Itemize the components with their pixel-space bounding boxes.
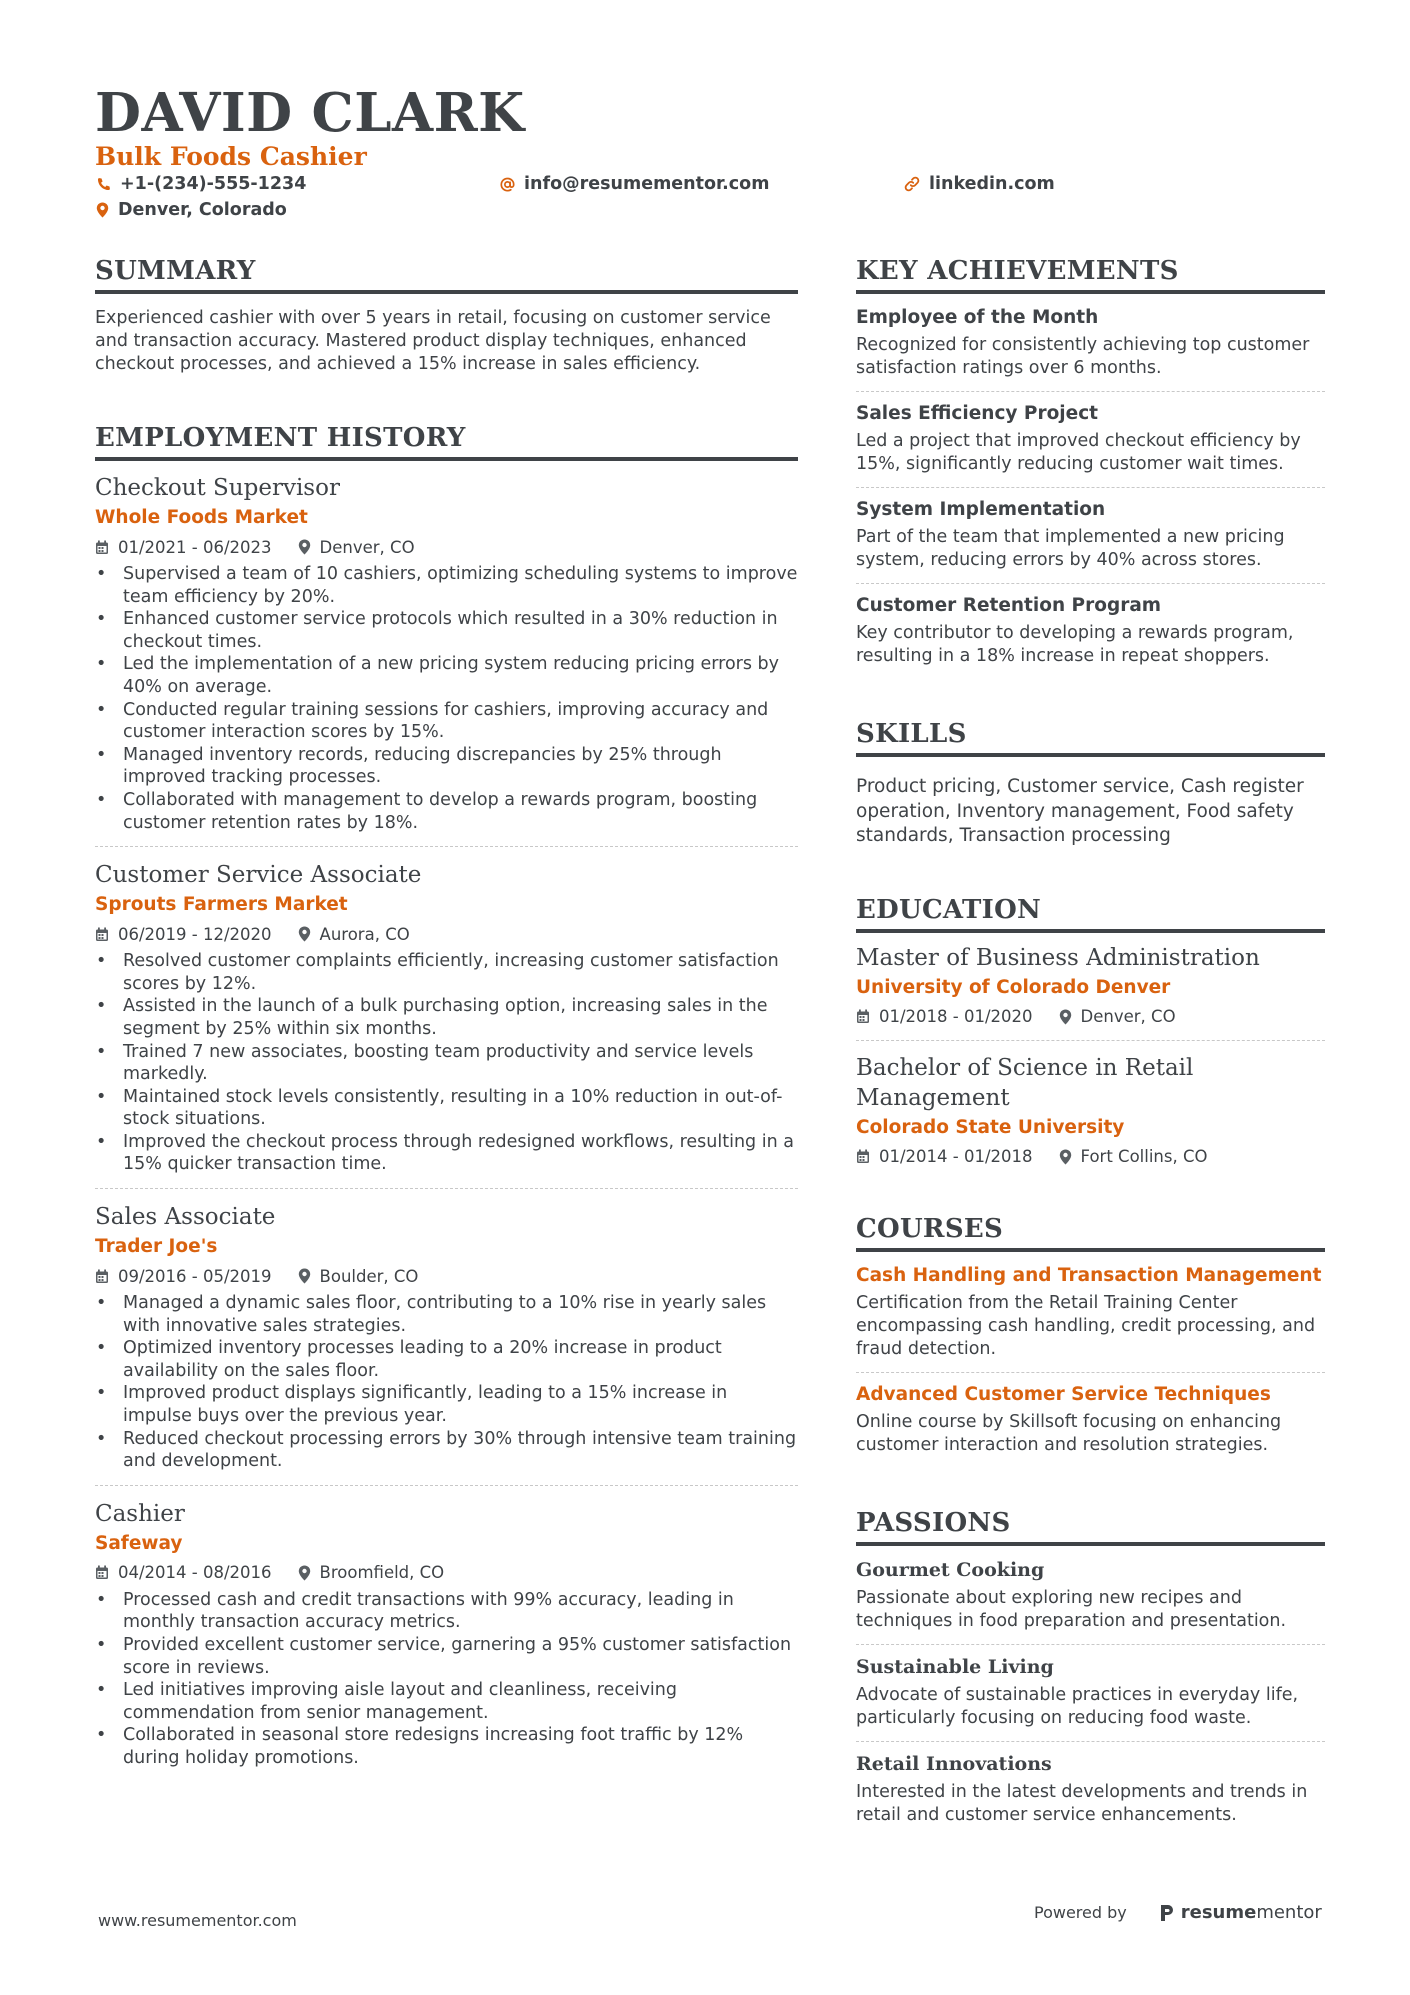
job-company: Whole Foods Market (95, 507, 308, 528)
date-range (95, 925, 272, 944)
job-bullet: • Resolved customer complaints efficiently, increasing customer satisfaction scores by 12%. (95, 950, 798, 995)
job-role: Checkout Supervisor (95, 475, 340, 501)
achievements-section (856, 256, 1325, 679)
footer-website[interactable]: www.resumementor.com (98, 1911, 297, 1930)
degree-title: Bachelor of Science in Retail Management (856, 1054, 1194, 1111)
right-column (856, 256, 1325, 1838)
job-bullet: • Collaborated in seasonal store redesigns increasing foot traffic by 12% during holiday promotions. (95, 1724, 798, 1769)
location-pin-icon (298, 926, 311, 942)
school-name: Colorado State University (856, 1116, 1125, 1138)
date-location-row (856, 1146, 1325, 1168)
date-text: 01/2021 - 06/2023 (118, 537, 272, 557)
date-text: 06/2019 - 12/2020 (118, 924, 272, 944)
passion-text: Interested in the latest developments and trends in retail and customer service enhancements. (856, 1781, 1308, 1825)
achievement-list (856, 296, 1325, 679)
location (298, 925, 410, 944)
course-title: Cash Handling and Transaction Management (856, 1264, 1322, 1286)
location-pin-icon (298, 1565, 311, 1581)
job-entry (95, 1188, 798, 1473)
location-text: Denver, CO (1080, 1007, 1176, 1026)
achievement-text: Recognized for consistently achieving top customer satisfaction ratings over 6 months. (856, 335, 1310, 378)
employment-heading: EMPLOYMENT HISTORY (95, 423, 798, 461)
location-text: Broomfield, CO (319, 1563, 445, 1583)
employment-section (95, 423, 798, 1770)
date-location-row (95, 1562, 798, 1584)
location-text: Fort Collins, CO (1080, 1147, 1208, 1166)
job-bullet: • Supervised a team of 10 cashiers, optimizing scheduling systems to improve team efficiency by 20%. (95, 563, 798, 608)
course-item (856, 1254, 1325, 1372)
date-text: 01/2018 - 01/2020 (879, 1007, 1033, 1026)
passions-heading: PASSIONS (856, 1508, 1325, 1546)
calendar-icon (95, 1269, 109, 1284)
location-pin-icon (298, 539, 311, 555)
email-address: info@resumementor.com (524, 174, 770, 194)
education-list (856, 933, 1325, 1168)
date-text: 01/2014 - 01/2018 (879, 1147, 1033, 1166)
achievement-title: System Implementation (856, 499, 1106, 520)
achievement-title: Sales Efficiency Project (856, 403, 1098, 424)
location (298, 1563, 445, 1582)
footer-branding (1034, 1902, 1322, 1923)
date-location-row (95, 536, 798, 558)
passions-section (856, 1508, 1325, 1838)
calendar-icon (95, 540, 109, 555)
location-pin-icon (1059, 1009, 1072, 1025)
job-bullets (95, 1292, 798, 1473)
job-role: Customer Service Associate (95, 862, 422, 889)
date-location-row (95, 923, 798, 945)
degree-title: Master of Business Administration (856, 944, 1260, 971)
skills-heading: SKILLS (856, 719, 1325, 757)
calendar-icon (95, 927, 109, 942)
job-entry (95, 461, 798, 834)
job-bullet: • Optimized inventory processes leading to a 20% increase in product availability on the sales floor. (95, 1337, 798, 1382)
location (1059, 1147, 1208, 1166)
course-text: Online course by Skillsoft focusing on enhancing customer interaction and resolution strategies. (856, 1411, 1282, 1455)
brand-logo[interactable] (1159, 1902, 1322, 1923)
brand-name-light: mentor (1256, 1902, 1322, 1923)
job-bullet: • Improved the checkout process through redesigned workflows, resulting in a 15% quicker transaction time. (95, 1131, 798, 1176)
passion-list (856, 1548, 1325, 1838)
location-text: Denver, Colorado (118, 200, 287, 220)
passion-item (856, 1548, 1325, 1644)
achievement-title: Employee of the Month (856, 307, 1099, 328)
location (298, 538, 415, 557)
email-contact[interactable] (500, 174, 769, 194)
phone-contact[interactable] (96, 174, 306, 194)
education-section (856, 895, 1325, 1168)
achievement-item (856, 391, 1325, 487)
job-bullet: • Collaborated with management to develop a rewards program, boosting customer retention rates by 18%. (95, 789, 798, 834)
calendar-icon (856, 1149, 870, 1164)
job-bullet: • Improved product displays significantly, leading to a 15% increase in impulse buys over the previous year. (95, 1382, 798, 1427)
education-heading: EDUCATION (856, 895, 1325, 933)
job-company: Safeway (95, 1532, 183, 1554)
calendar-icon (856, 1009, 870, 1024)
date-range (95, 1267, 272, 1286)
phone-number: +1-(234)-555-1234 (120, 174, 307, 194)
job-bullet: • Led initiatives improving aisle layout and cleanliness, receiving commendation from senior management. (95, 1679, 798, 1724)
job-bullet: • Maintained stock levels consistently, resulting in a 10% reduction in out-of-stock situations. (95, 1086, 798, 1131)
course-item (856, 1372, 1325, 1468)
achievement-item (856, 296, 1325, 391)
achievement-title: Customer Retention Program (856, 595, 1162, 616)
passion-item (856, 1644, 1325, 1741)
passion-text: Advocate of sustainable practices in everyday life, particularly focusing on reducing food waste. (856, 1684, 1299, 1728)
location (1059, 1007, 1176, 1026)
summary-text: Experienced cashier with over 5 years in retail, focusing on customer service and transaction accuracy. Mastered product display techniques, enhanced checkout processes, and achieved a 15% increase in sales efficiency. (95, 308, 771, 374)
summary-section (95, 256, 798, 376)
achievements-heading: KEY ACHIEVEMENTS (856, 256, 1325, 294)
job-role: Cashier (95, 1500, 185, 1527)
job-bullet: • Conducted regular training sessions for cashiers, improving accuracy and customer interaction scores by 15%. (95, 699, 798, 744)
link-icon (904, 176, 920, 192)
calendar-icon (95, 1565, 109, 1580)
summary-heading: SUMMARY (95, 256, 798, 294)
job-bullet: • Enhanced customer service protocols which resulted in a 30% reduction in checkout times. (95, 608, 798, 653)
location-text: Aurora, CO (319, 924, 410, 944)
passion-text: Passionate about exploring new recipes and techniques in food preparation and presentation. (856, 1587, 1287, 1631)
school-name: University of Colorado Denver (856, 976, 1171, 998)
achievement-text: Key contributor to developing a rewards program, resulting in a 18% increase in repeat shoppers. (856, 623, 1294, 666)
job-bullet: • Provided excellent customer service, garnering a 95% customer satisfaction score in reviews. (95, 1634, 798, 1679)
job-bullets (95, 1589, 798, 1770)
courses-heading: COURSES (856, 1214, 1325, 1252)
candidate-title: Bulk Foods Cashier (95, 142, 367, 171)
location-pin-icon (298, 1268, 311, 1284)
passion-title: Retail Innovations (856, 1752, 1052, 1775)
linkedin-link: linkedin.com (929, 174, 1055, 194)
job-bullet: • Managed inventory records, reducing discrepancies by 25% through improved tracking processes. (95, 744, 798, 789)
job-bullets (95, 563, 798, 834)
job-company: Trader Joe's (95, 1236, 218, 1258)
job-bullets (95, 950, 798, 1176)
job-bullet: • Managed a dynamic sales floor, contributing to a 10% rise in yearly sales with innovative sales strategies. (95, 1292, 798, 1337)
course-text: Certification from the Retail Training Center encompassing cash handling, credit processing, and fraud detection. (856, 1292, 1316, 1359)
linkedin-contact[interactable] (904, 174, 1055, 194)
job-bullet: • Reduced checkout processing errors by 30% through intensive team training and development. (95, 1428, 798, 1473)
date-location-row (95, 1265, 798, 1287)
job-bullet: • Processed cash and credit transactions with 99% accuracy, leading in monthly transaction accuracy metrics. (95, 1589, 798, 1634)
education-entry (856, 933, 1325, 1028)
achievement-item (856, 487, 1325, 583)
job-list (95, 461, 798, 1770)
date-range (95, 538, 272, 557)
brand-name-bold: resume (1180, 1902, 1257, 1923)
achievement-text: Part of the team that implemented a new pricing system, reducing errors by 40% across stores. (856, 527, 1285, 570)
resumementor-logo-icon (1159, 1903, 1175, 1923)
passion-title: Gourmet Cooking (856, 1558, 1045, 1581)
passion-item (856, 1741, 1325, 1838)
location-pin-icon (1059, 1149, 1072, 1165)
location-text: Denver, CO (319, 537, 415, 557)
skills-text: Product pricing, Customer service, Cash register operation, Inventory management, Food safety standards, Transaction processing (856, 776, 1304, 846)
course-title: Advanced Customer Service Techniques (856, 1383, 1271, 1405)
job-company: Sprouts Farmers Market (95, 894, 348, 916)
passion-title: Sustainable Living (856, 1655, 1054, 1678)
location (298, 1267, 419, 1286)
achievement-item (856, 583, 1325, 679)
job-entry (95, 846, 798, 1176)
achievement-text: Led a project that improved checkout efficiency by 15%, significantly reducing customer wait times. (856, 431, 1301, 474)
location-pin-icon (96, 202, 109, 218)
date-range (95, 1563, 272, 1582)
courses-section (856, 1214, 1325, 1468)
candidate-name: DAVID CLARK (95, 82, 525, 144)
phone-icon (96, 177, 111, 192)
job-bullet: • Led the implementation of a new pricing system reducing pricing errors by 40% on average. (95, 653, 798, 698)
location-text: Boulder, CO (319, 1266, 419, 1286)
date-location-row (856, 1006, 1325, 1028)
date-text: 04/2014 - 08/2016 (118, 1563, 272, 1583)
education-entry (856, 1040, 1325, 1168)
date-range (856, 1007, 1033, 1026)
job-bullet: • Trained 7 new associates, boosting team productivity and service levels markedly. (95, 1041, 798, 1086)
job-role: Sales Associate (95, 1204, 276, 1231)
skills-section (856, 719, 1325, 849)
powered-by-label: Powered by (1034, 1903, 1127, 1922)
date-range (856, 1147, 1033, 1166)
date-text: 09/2016 - 05/2019 (118, 1266, 272, 1286)
left-column (95, 256, 798, 1770)
course-list (856, 1254, 1325, 1468)
at-sign-icon (500, 177, 515, 192)
job-entry (95, 1485, 798, 1770)
location-contact (96, 200, 287, 220)
job-bullet: • Assisted in the launch of a bulk purchasing option, increasing sales in the segment by 25% within six months. (95, 995, 798, 1040)
